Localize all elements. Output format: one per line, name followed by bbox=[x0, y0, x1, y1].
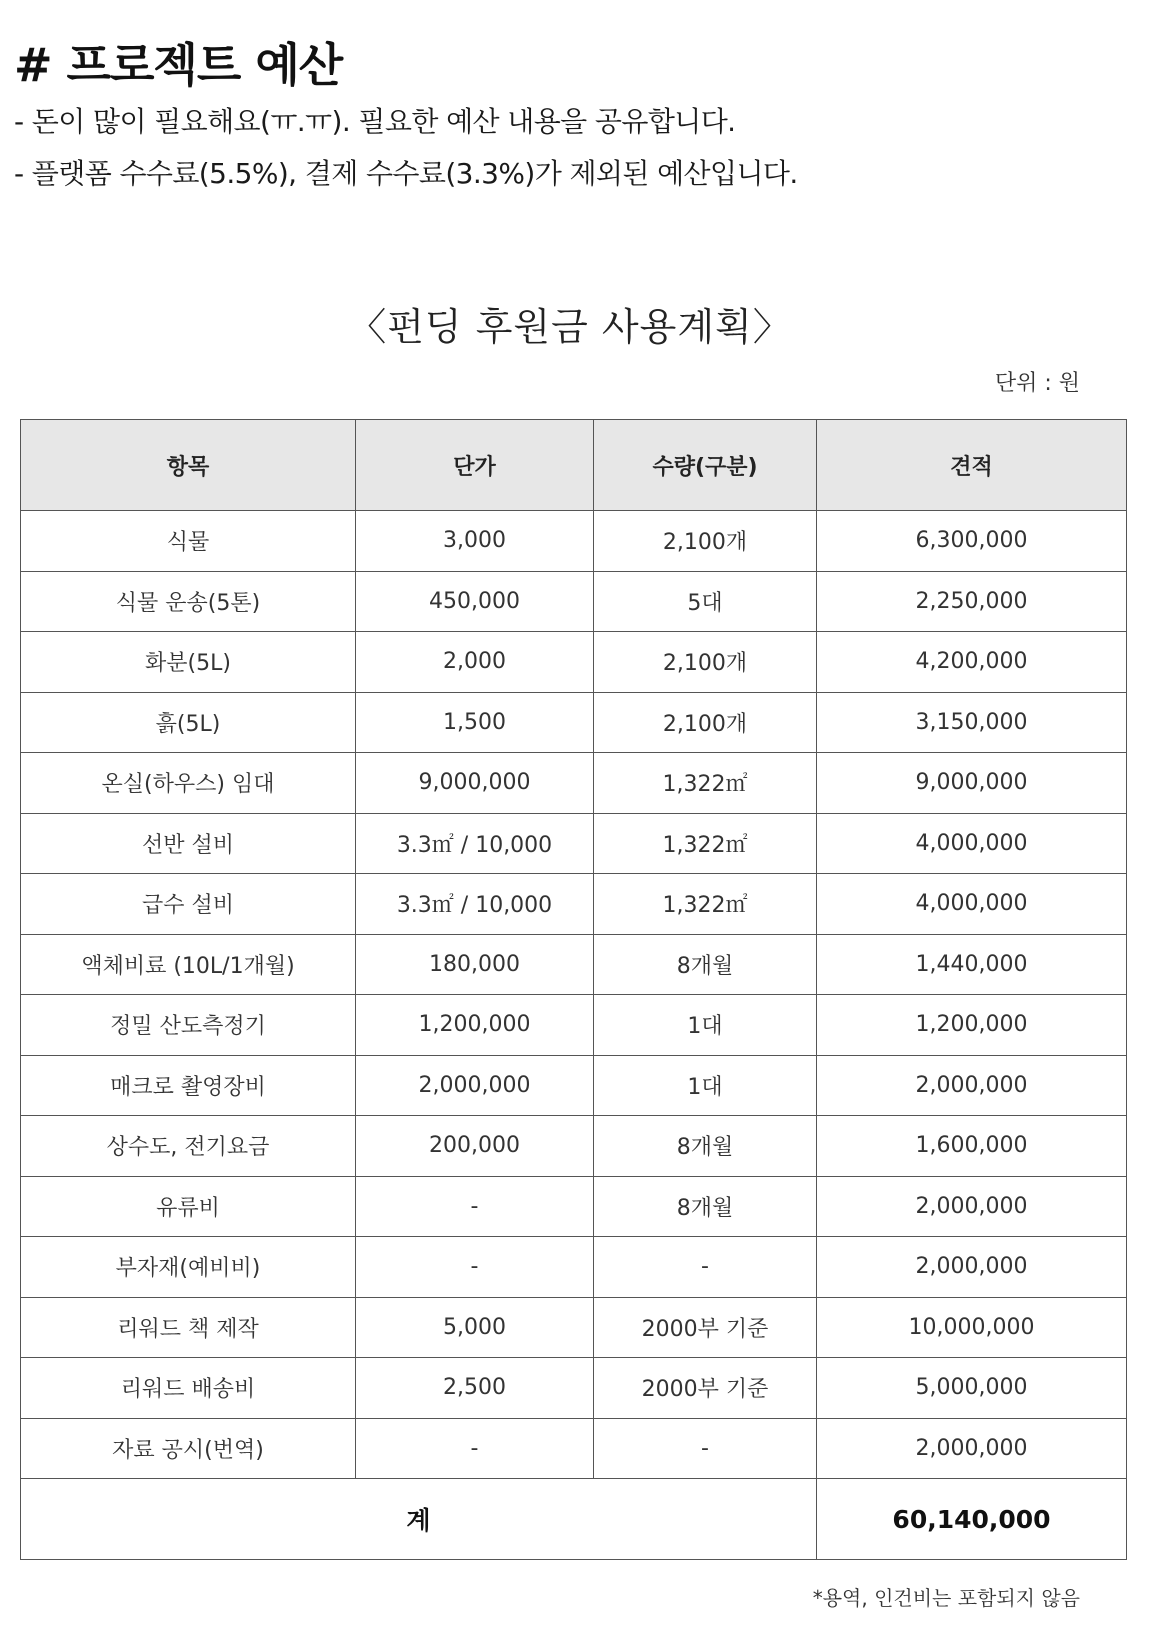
table-row bbox=[21, 995, 1127, 1056]
funding-plan-title: 〈펀딩 후원금 사용계획〉 bbox=[348, 305, 792, 349]
cell-quantity: 1,322㎡ bbox=[594, 753, 817, 814]
cell-estimate: 4,200,000 bbox=[817, 632, 1127, 693]
cell-unit-price: - bbox=[356, 1176, 594, 1237]
table-row bbox=[21, 1418, 1127, 1479]
cell-quantity: 1,322㎡ bbox=[594, 874, 817, 935]
cell-estimate: 6,300,000 bbox=[817, 511, 1127, 572]
cell-quantity: 5대 bbox=[594, 571, 817, 632]
cell-unit-price: 3,000 bbox=[356, 511, 594, 572]
column-header-quantity: 수량(구분) bbox=[594, 420, 817, 511]
cell-unit-price: 1,500 bbox=[356, 692, 594, 753]
cell-estimate: 4,000,000 bbox=[817, 874, 1127, 935]
total-value: 60,140,000 bbox=[817, 1479, 1127, 1560]
cell-estimate: 1,440,000 bbox=[817, 934, 1127, 995]
table-body bbox=[21, 511, 1127, 1479]
cell-item: 정밀 산도측정기 bbox=[21, 995, 356, 1056]
cell-quantity: 1대 bbox=[594, 1055, 817, 1116]
cell-unit-price: 5,000 bbox=[356, 1297, 594, 1358]
cell-estimate: 2,250,000 bbox=[817, 571, 1127, 632]
cell-unit-price: 180,000 bbox=[356, 934, 594, 995]
table-row bbox=[21, 1116, 1127, 1177]
cell-item: 식물 운송(5톤) bbox=[21, 571, 356, 632]
table-row bbox=[21, 1358, 1127, 1419]
cell-unit-price: - bbox=[356, 1418, 594, 1479]
cell-estimate: 2,000,000 bbox=[817, 1237, 1127, 1298]
table-row bbox=[21, 1237, 1127, 1298]
cell-estimate: 10,000,000 bbox=[817, 1297, 1127, 1358]
cell-unit-price: 450,000 bbox=[356, 571, 594, 632]
cell-unit-price: 1,200,000 bbox=[356, 995, 594, 1056]
cell-estimate: 4,000,000 bbox=[817, 813, 1127, 874]
cell-quantity: 8개월 bbox=[594, 1116, 817, 1177]
cell-quantity: 2,100개 bbox=[594, 692, 817, 753]
cell-item: 선반 설비 bbox=[21, 813, 356, 874]
cell-unit-price: 2,000,000 bbox=[356, 1055, 594, 1116]
table-row bbox=[21, 753, 1127, 814]
table-row bbox=[21, 1176, 1127, 1237]
cell-item: 리워드 책 제작 bbox=[21, 1297, 356, 1358]
cell-estimate: 9,000,000 bbox=[817, 753, 1127, 814]
cell-quantity: 1,322㎡ bbox=[594, 813, 817, 874]
cell-estimate: 1,200,000 bbox=[817, 995, 1127, 1056]
cell-item: 액체비료 (10L/1개월) bbox=[21, 934, 356, 995]
cell-item: 매크로 촬영장비 bbox=[21, 1055, 356, 1116]
cell-unit-price: 3.3㎡ / 10,000 bbox=[356, 813, 594, 874]
cell-item: 식물 bbox=[21, 511, 356, 572]
cell-quantity: 2,100개 bbox=[594, 511, 817, 572]
cell-quantity: 8개월 bbox=[594, 1176, 817, 1237]
cell-unit-price: 9,000,000 bbox=[356, 753, 594, 814]
cell-item: 온실(하우스) 임대 bbox=[21, 753, 356, 814]
table-row bbox=[21, 571, 1127, 632]
budget-notes bbox=[14, 96, 798, 200]
cell-quantity: 1대 bbox=[594, 995, 817, 1056]
cell-estimate: 2,000,000 bbox=[817, 1055, 1127, 1116]
cell-unit-price: - bbox=[356, 1237, 594, 1298]
table-row bbox=[21, 874, 1127, 935]
cell-unit-price: 3.3㎡ / 10,000 bbox=[356, 874, 594, 935]
cell-quantity: - bbox=[594, 1418, 817, 1479]
cell-item: 리워드 배송비 bbox=[21, 1358, 356, 1419]
cell-item: 부자재(예비비) bbox=[21, 1237, 356, 1298]
table-row bbox=[21, 511, 1127, 572]
total-label: 계 bbox=[21, 1479, 817, 1560]
column-header-unit-price: 단가 bbox=[356, 420, 594, 511]
cell-quantity: 2000부 기준 bbox=[594, 1297, 817, 1358]
table-header-row bbox=[21, 420, 1127, 511]
total-row bbox=[21, 1479, 1127, 1560]
page-heading: # 프로젝트 예산 bbox=[14, 37, 343, 92]
table-row bbox=[21, 934, 1127, 995]
budget-table bbox=[20, 419, 1127, 1560]
cell-quantity: 8개월 bbox=[594, 934, 817, 995]
cell-quantity: - bbox=[594, 1237, 817, 1298]
cell-item: 자료 공시(번역) bbox=[21, 1418, 356, 1479]
cell-estimate: 5,000,000 bbox=[817, 1358, 1127, 1419]
cell-unit-price: 2,500 bbox=[356, 1358, 594, 1419]
note-line: - 플랫폼 수수료(5.5%), 결제 수수료(3.3%)가 제외된 예산입니다. bbox=[14, 157, 798, 190]
cell-item: 상수도, 전기요금 bbox=[21, 1116, 356, 1177]
cell-estimate: 3,150,000 bbox=[817, 692, 1127, 753]
cell-unit-price: 200,000 bbox=[356, 1116, 594, 1177]
footnote: *용역, 인건비는 포함되지 않음 bbox=[812, 1586, 1080, 1610]
cell-item: 급수 설비 bbox=[21, 874, 356, 935]
cell-item: 화분(5L) bbox=[21, 632, 356, 693]
column-header-estimate: 견적 bbox=[817, 420, 1127, 511]
cell-estimate: 1,600,000 bbox=[817, 1116, 1127, 1177]
cell-estimate: 2,000,000 bbox=[817, 1418, 1127, 1479]
cell-quantity: 2000부 기준 bbox=[594, 1358, 817, 1419]
cell-unit-price: 2,000 bbox=[356, 632, 594, 693]
column-header-item: 항목 bbox=[21, 420, 356, 511]
table-row bbox=[21, 632, 1127, 693]
table-row bbox=[21, 692, 1127, 753]
cell-item: 흙(5L) bbox=[21, 692, 356, 753]
table-row bbox=[21, 813, 1127, 874]
unit-label: 단위 : 원 bbox=[994, 371, 1080, 396]
note-line: - 돈이 많이 필요해요(ㅠ.ㅠ). 필요한 예산 내용을 공유합니다. bbox=[14, 105, 736, 138]
cell-quantity: 2,100개 bbox=[594, 632, 817, 693]
table-row bbox=[21, 1055, 1127, 1116]
table-row bbox=[21, 1297, 1127, 1358]
cell-item: 유류비 bbox=[21, 1176, 356, 1237]
cell-estimate: 2,000,000 bbox=[817, 1176, 1127, 1237]
